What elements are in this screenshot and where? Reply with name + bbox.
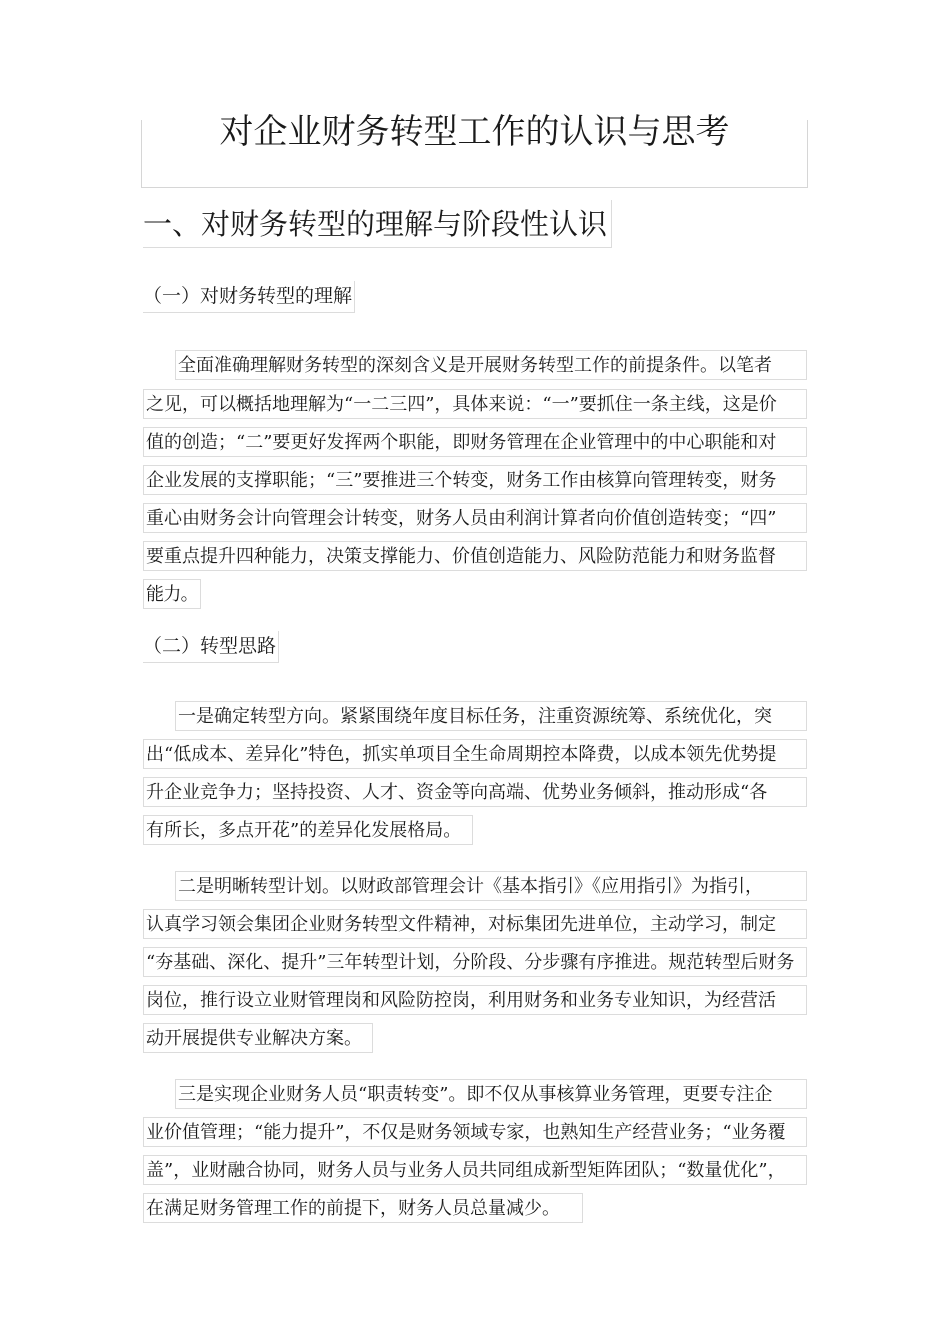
text-line: 认真学习领会集团企业财务转型文件精神，对标集团先进单位，主动学习，制定 <box>143 909 807 939</box>
text-line: “夯基础、深化、提升”三年转型计划，分阶段、分步骤有序推进。规范转型后财务 <box>143 947 807 977</box>
text-line: 岗位，推行设立业财管理岗和风险防控岗，利用财务和业务专业知识，为经营活 <box>143 985 807 1015</box>
subsection-heading-2: （二）转型思路 <box>143 631 279 663</box>
text-line: 三是实现企业财务人员“职责转变”。即不仅从事核算业务管理，更要专注企 <box>175 1079 807 1109</box>
text-line: 全面准确理解财务转型的深刻含义是开展财务转型工作的前提条件。以笔者 <box>175 350 807 380</box>
subsection-heading-1: （一）对财务转型的理解 <box>143 281 355 313</box>
text-line: 企业发展的支撑职能；“三”要推进三个转变，财务工作由核算向管理转变，财务 <box>143 465 807 495</box>
text-line: 之见，可以概括地理解为“一二三四”，具体来说：“一”要抓住一条主线，这是价 <box>143 389 807 419</box>
text-line: 盖”，业财融合协同，财务人员与业务人员共同组成新型矩阵团队；“数量优化”， <box>143 1155 807 1185</box>
text-line: 业价值管理；“能力提升”，不仅是财务领域专家，也熟知生产经营业务；“业务覆 <box>143 1117 807 1147</box>
text-line: 有所长，多点开花”的差异化发展格局。 <box>143 815 473 845</box>
text-line: 动开展提供专业解决方案。 <box>143 1023 373 1053</box>
document-title: 对企业财务转型工作的认识与思考 <box>219 112 730 152</box>
text-line: 一是确定转型方向。紧紧围绕年度目标任务，注重资源统筹、系统优化，突 <box>175 701 807 731</box>
text-line: 要重点提升四种能力，决策支撑能力、价值创造能力、风险防范能力和财务监督 <box>143 541 807 571</box>
text-line: 升企业竞争力；坚持投资、人才、资金等向高端、优势业务倾斜，推动形成“各 <box>143 777 807 807</box>
text-line: 二是明晰转型计划。以财政部管理会计《基本指引》《应用指引》为指引， <box>175 871 807 901</box>
text-line: 值的创造；“二”要更好发挥两个职能，即财务管理在企业管理中的中心职能和对 <box>143 427 807 457</box>
text-line: 能力。 <box>143 579 201 609</box>
text-line: 出“低成本、差异化”特色，抓实单项目全生命周期控本降费，以成本领先优势提 <box>143 739 807 769</box>
section-heading-1: 一、对财务转型的理解与阶段性认识 <box>143 200 612 248</box>
text-line: 重心由财务会计向管理会计转变，财务人员由利润计算者向价值创造转变；“四” <box>143 503 807 533</box>
text-line: 在满足财务管理工作的前提下，财务人员总量减少。 <box>143 1193 583 1223</box>
